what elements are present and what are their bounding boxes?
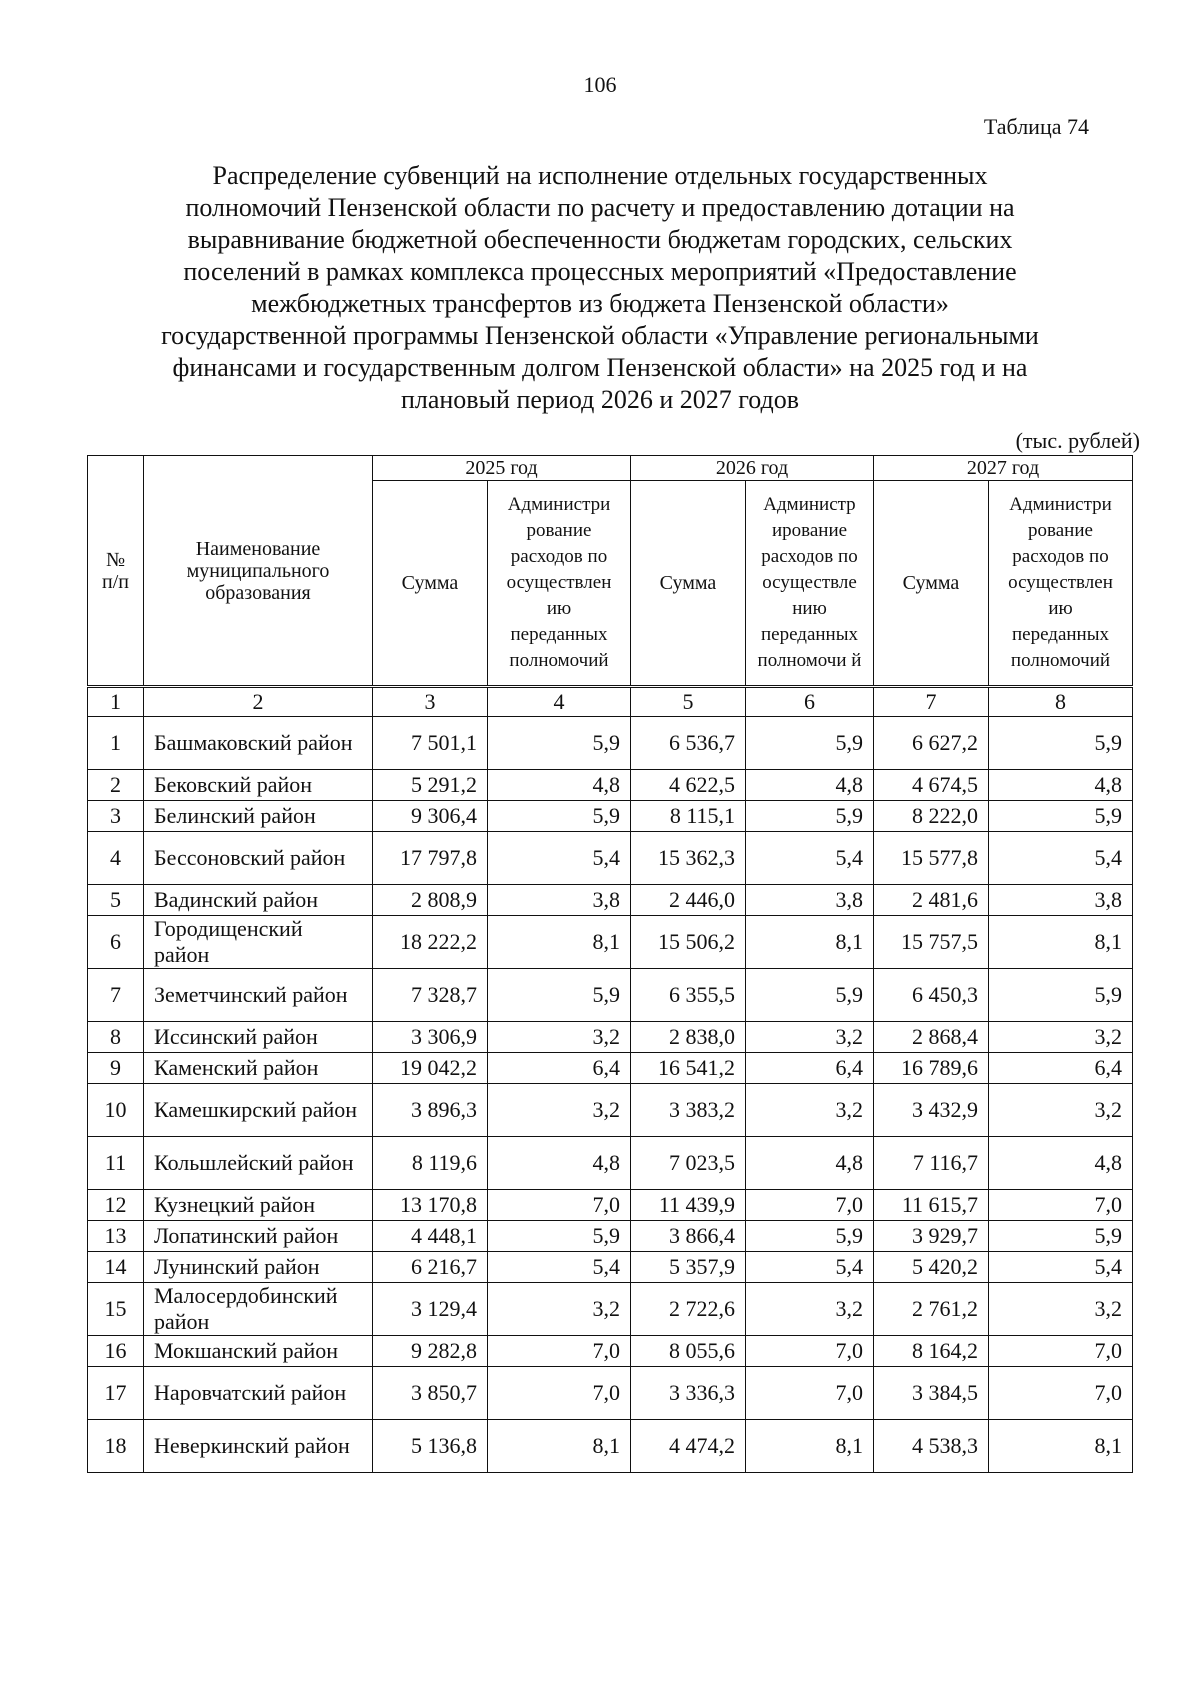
header-year-2026: 2026 год — [631, 456, 874, 481]
header-admin: Администр ирование расходов по осуществле нию переданных полномочи й — [746, 481, 874, 687]
admin-cell: 5,4 — [746, 1252, 874, 1283]
table-row — [88, 832, 1133, 885]
sum-cell: 4 538,3 — [874, 1420, 989, 1473]
sum-cell: 2 481,6 — [874, 885, 989, 916]
sum-cell: 2 868,4 — [874, 1022, 989, 1053]
admin-cell: 5,9 — [746, 969, 874, 1022]
sum-cell: 8 055,6 — [631, 1336, 746, 1367]
header-year-2027: 2027 год — [874, 456, 1133, 481]
sum-cell: 6 355,5 — [631, 969, 746, 1022]
admin-cell: 8,1 — [746, 916, 874, 969]
admin-cell: 5,9 — [989, 969, 1133, 1022]
sum-cell: 11 615,7 — [874, 1190, 989, 1221]
sum-cell: 15 757,5 — [874, 916, 989, 969]
admin-cell: 5,9 — [989, 1221, 1133, 1252]
row-number: 18 — [88, 1420, 144, 1473]
sum-cell: 16 789,6 — [874, 1053, 989, 1084]
sum-cell: 4 674,5 — [874, 770, 989, 801]
row-number: 12 — [88, 1190, 144, 1221]
admin-cell: 3,8 — [989, 885, 1133, 916]
row-number: 16 — [88, 1336, 144, 1367]
sum-cell: 2 761,2 — [874, 1283, 989, 1336]
sum-cell: 15 506,2 — [631, 916, 746, 969]
municipality-name: Лунинский район — [144, 1252, 373, 1283]
sum-cell: 18 222,2 — [373, 916, 488, 969]
municipality-name: Каменский район — [144, 1053, 373, 1084]
column-number: 2 — [144, 687, 373, 717]
municipality-name: Камешкирский район — [144, 1084, 373, 1137]
admin-cell: 8,1 — [989, 1420, 1133, 1473]
sum-cell: 2 838,0 — [631, 1022, 746, 1053]
admin-cell: 3,2 — [989, 1022, 1133, 1053]
header-year-2025: 2025 год — [373, 456, 631, 481]
sum-cell: 7 328,7 — [373, 969, 488, 1022]
table-row — [88, 1283, 1133, 1336]
admin-cell: 6,4 — [989, 1053, 1133, 1084]
admin-cell: 3,2 — [488, 1084, 631, 1137]
admin-cell: 5,9 — [989, 801, 1133, 832]
table-row — [88, 1022, 1133, 1053]
admin-cell: 5,4 — [989, 832, 1133, 885]
municipality-name: Городищенский район — [144, 916, 373, 969]
admin-cell: 4,8 — [989, 1137, 1133, 1190]
table-row — [88, 770, 1133, 801]
row-number: 13 — [88, 1221, 144, 1252]
municipality-name: Башмаковский район — [144, 717, 373, 770]
sum-cell: 9 306,4 — [373, 801, 488, 832]
sum-cell: 6 627,2 — [874, 717, 989, 770]
table-row — [88, 1137, 1133, 1190]
admin-cell: 7,0 — [989, 1367, 1133, 1420]
admin-cell: 7,0 — [746, 1367, 874, 1420]
admin-cell: 7,0 — [989, 1190, 1133, 1221]
admin-cell: 7,0 — [488, 1367, 631, 1420]
municipality-name: Кузнецкий район — [144, 1190, 373, 1221]
sum-cell: 5 291,2 — [373, 770, 488, 801]
sum-cell: 9 282,8 — [373, 1336, 488, 1367]
admin-cell: 3,2 — [989, 1283, 1133, 1336]
admin-cell: 5,9 — [746, 1221, 874, 1252]
admin-cell: 7,0 — [746, 1190, 874, 1221]
admin-cell: 4,8 — [746, 1137, 874, 1190]
municipality-name: Иссинский район — [144, 1022, 373, 1053]
municipality-name: Земетчинский район — [144, 969, 373, 1022]
sum-cell: 8 222,0 — [874, 801, 989, 832]
header-num: № п/п — [88, 456, 144, 687]
table-row — [88, 1252, 1133, 1283]
row-number: 5 — [88, 885, 144, 916]
municipality-name: Лопатинский район — [144, 1221, 373, 1252]
header-admin: Администри рование расходов по осуществлен ию переданных полномочий — [488, 481, 631, 687]
table-row — [88, 1367, 1133, 1420]
sum-cell: 5 357,9 — [631, 1252, 746, 1283]
column-number: 3 — [373, 687, 488, 717]
admin-cell: 3,2 — [746, 1022, 874, 1053]
sum-cell: 17 797,8 — [373, 832, 488, 885]
admin-cell: 5,9 — [488, 1221, 631, 1252]
table-row — [88, 801, 1133, 832]
title-line: Распределение субвенций на исполнение отдельных государственных — [212, 161, 988, 190]
row-number: 4 — [88, 832, 144, 885]
table-row — [88, 717, 1133, 770]
title-line: полномочий Пензенской области по расчету и предоставлению дотации на — [185, 193, 1015, 222]
sum-cell: 15 577,8 — [874, 832, 989, 885]
table-row — [88, 1190, 1133, 1221]
sum-cell: 4 474,2 — [631, 1420, 746, 1473]
table-row — [88, 1053, 1133, 1084]
admin-cell: 5,9 — [746, 801, 874, 832]
admin-cell: 7,0 — [488, 1336, 631, 1367]
sum-cell: 4 622,5 — [631, 770, 746, 801]
sum-cell: 7 116,7 — [874, 1137, 989, 1190]
title-line: межбюджетных трансфертов из бюджета Пензенской области» — [251, 289, 949, 318]
sum-cell: 5 420,2 — [874, 1252, 989, 1283]
table-row — [88, 1420, 1133, 1473]
municipality-name: Бессоновский район — [144, 832, 373, 885]
sum-cell: 6 216,7 — [373, 1252, 488, 1283]
row-number: 17 — [88, 1367, 144, 1420]
table-row — [88, 885, 1133, 916]
sum-cell: 16 541,2 — [631, 1053, 746, 1084]
sum-cell: 3 929,7 — [874, 1221, 989, 1252]
admin-cell: 7,0 — [488, 1190, 631, 1221]
admin-cell: 6,4 — [488, 1053, 631, 1084]
title-line: государственной программы Пензенской области «Управление региональными — [161, 321, 1039, 350]
sum-cell: 11 439,9 — [631, 1190, 746, 1221]
title-line: выравнивание бюджетной обеспеченности бюджетам городских, сельских — [187, 225, 1013, 254]
sum-cell: 3 850,7 — [373, 1367, 488, 1420]
sum-cell: 4 448,1 — [373, 1221, 488, 1252]
admin-cell: 7,0 — [746, 1336, 874, 1367]
sum-cell: 19 042,2 — [373, 1053, 488, 1084]
table-row — [88, 1084, 1133, 1137]
units-label: (тыс. рублей) — [1015, 428, 1140, 453]
admin-cell: 8,1 — [488, 916, 631, 969]
column-number: 1 — [88, 687, 144, 717]
sum-cell: 3 336,3 — [631, 1367, 746, 1420]
row-number: 6 — [88, 916, 144, 969]
page-number: 106 — [583, 72, 617, 97]
title-line: поселений в рамках комплекса процессных мероприятий «Предоставление — [183, 257, 1017, 286]
admin-cell: 5,4 — [989, 1252, 1133, 1283]
header-name: Наименование муниципального образования — [144, 456, 373, 687]
admin-cell: 6,4 — [746, 1053, 874, 1084]
title-line: финансами и государственным долгом Пензенской области» на 2025 год и на — [172, 353, 1028, 382]
header-sum: Сумма — [874, 481, 989, 687]
header-sum: Сумма — [631, 481, 746, 687]
sum-cell: 6 536,7 — [631, 717, 746, 770]
sum-cell: 3 896,3 — [373, 1084, 488, 1137]
admin-cell: 4,8 — [989, 770, 1133, 801]
row-number: 9 — [88, 1053, 144, 1084]
sum-cell: 2 446,0 — [631, 885, 746, 916]
sum-cell: 3 384,5 — [874, 1367, 989, 1420]
admin-cell: 4,8 — [488, 770, 631, 801]
row-number: 7 — [88, 969, 144, 1022]
subvention-table — [87, 455, 1133, 1473]
row-number: 14 — [88, 1252, 144, 1283]
column-number: 5 — [631, 687, 746, 717]
row-number: 10 — [88, 1084, 144, 1137]
header-sum: Сумма — [373, 481, 488, 687]
admin-cell: 8,1 — [989, 916, 1133, 969]
sum-cell: 7 023,5 — [631, 1137, 746, 1190]
sum-cell: 3 866,4 — [631, 1221, 746, 1252]
sum-cell: 8 164,2 — [874, 1336, 989, 1367]
sum-cell: 8 115,1 — [631, 801, 746, 832]
column-number-row — [88, 687, 1133, 717]
admin-cell: 5,9 — [488, 969, 631, 1022]
sum-cell: 3 432,9 — [874, 1084, 989, 1137]
table-label: Таблица 74 — [983, 114, 1089, 139]
column-number: 7 — [874, 687, 989, 717]
sum-cell: 3 383,2 — [631, 1084, 746, 1137]
column-number: 4 — [488, 687, 631, 717]
admin-cell: 8,1 — [488, 1420, 631, 1473]
municipality-name: Бековский район — [144, 770, 373, 801]
row-number: 2 — [88, 770, 144, 801]
admin-cell: 5,9 — [746, 717, 874, 770]
sum-cell: 6 450,3 — [874, 969, 989, 1022]
admin-cell: 5,9 — [989, 717, 1133, 770]
sum-cell: 3 129,4 — [373, 1283, 488, 1336]
municipality-name: Вадинский район — [144, 885, 373, 916]
admin-cell: 5,4 — [488, 1252, 631, 1283]
sum-cell: 8 119,6 — [373, 1137, 488, 1190]
sum-cell: 5 136,8 — [373, 1420, 488, 1473]
admin-cell: 5,9 — [488, 717, 631, 770]
title-line: плановый период 2026 и 2027 годов — [400, 385, 800, 414]
admin-cell: 5,9 — [488, 801, 631, 832]
sum-cell: 3 306,9 — [373, 1022, 488, 1053]
document-title — [120, 160, 1080, 416]
row-number: 8 — [88, 1022, 144, 1053]
column-number: 8 — [989, 687, 1133, 717]
admin-cell: 3,2 — [488, 1022, 631, 1053]
header-admin: Администри рование расходов по осуществлен ию переданных полномочий — [989, 481, 1133, 687]
row-number: 11 — [88, 1137, 144, 1190]
municipality-name: Неверкинский район — [144, 1420, 373, 1473]
municipality-name: Малосердобинский район — [144, 1283, 373, 1336]
municipality-name: Наровчатский район — [144, 1367, 373, 1420]
municipality-name: Мокшанский район — [144, 1336, 373, 1367]
admin-cell: 8,1 — [746, 1420, 874, 1473]
table-row — [88, 1336, 1133, 1367]
table-row — [88, 1221, 1133, 1252]
sum-cell: 7 501,1 — [373, 717, 488, 770]
table-row — [88, 969, 1133, 1022]
admin-cell: 3,8 — [746, 885, 874, 916]
sum-cell: 15 362,3 — [631, 832, 746, 885]
municipality-name: Кольшлейский район — [144, 1137, 373, 1190]
admin-cell: 4,8 — [488, 1137, 631, 1190]
table-row — [88, 916, 1133, 969]
admin-cell: 7,0 — [989, 1336, 1133, 1367]
admin-cell: 5,4 — [488, 832, 631, 885]
admin-cell: 3,2 — [989, 1084, 1133, 1137]
admin-cell: 4,8 — [746, 770, 874, 801]
admin-cell: 3,2 — [488, 1283, 631, 1336]
row-number: 15 — [88, 1283, 144, 1336]
sum-cell: 2 722,6 — [631, 1283, 746, 1336]
sum-cell: 13 170,8 — [373, 1190, 488, 1221]
row-number: 1 — [88, 717, 144, 770]
admin-cell: 3,8 — [488, 885, 631, 916]
admin-cell: 3,2 — [746, 1084, 874, 1137]
admin-cell: 5,4 — [746, 832, 874, 885]
admin-cell: 3,2 — [746, 1283, 874, 1336]
row-number: 3 — [88, 801, 144, 832]
municipality-name: Белинский район — [144, 801, 373, 832]
column-number: 6 — [746, 687, 874, 717]
sum-cell: 2 808,9 — [373, 885, 488, 916]
